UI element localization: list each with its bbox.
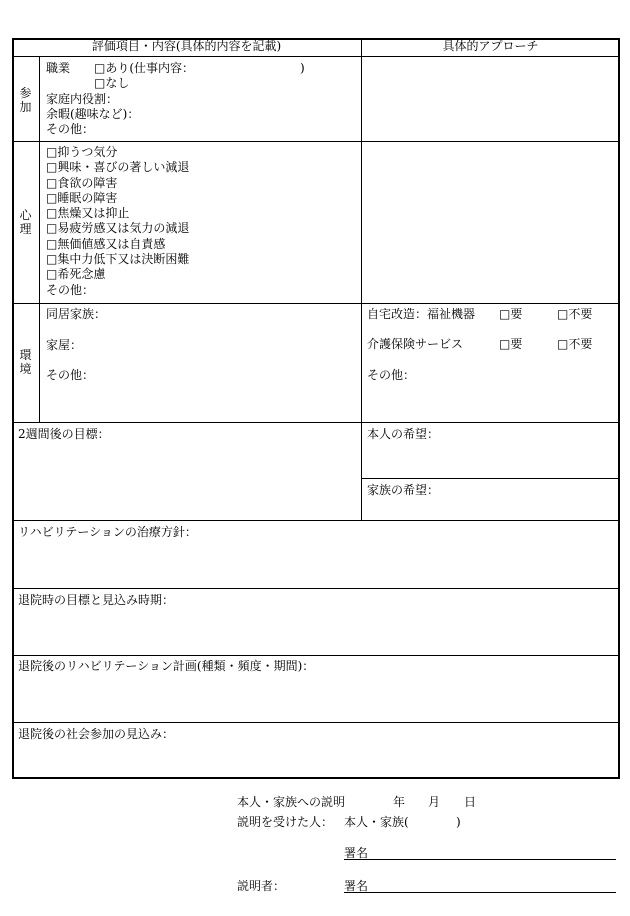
receiver-close: )	[456, 815, 461, 829]
approach-other-field: その他：	[367, 368, 416, 382]
care-service-label: 介護保険サービス	[367, 337, 464, 351]
rehab-policy-field: リハビリテーションの治療方針：	[18, 525, 197, 539]
home-role-field: 家庭内役割：	[46, 92, 119, 106]
home-mod-need-checkbox[interactable]: □要	[499, 307, 523, 321]
job-no-checkbox[interactable]: □なし	[94, 76, 130, 90]
job-yes-close: )	[300, 61, 305, 75]
self-wish-field: 本人の希望：	[367, 427, 440, 441]
explainer-label: 説明者：	[237, 879, 286, 893]
month-label: 月	[428, 795, 441, 809]
psych-item[interactable]: □焦燥又は抑止	[46, 206, 130, 221]
two-week-goal-field: 2週間後の目標：	[18, 427, 110, 441]
family-field: 同居家族：	[46, 307, 107, 321]
year-label: 年	[393, 795, 406, 809]
psych-item[interactable]: □無価値感又は自責感	[46, 236, 166, 251]
explanation-label: 本人・家族への説明	[237, 795, 346, 809]
care-need-checkbox[interactable]: □要	[499, 337, 523, 351]
header-evaluation: 評価項目・内容(具体的内容を記載)	[91, 39, 282, 53]
receiver-signature-line[interactable]	[344, 845, 616, 860]
home-mod-noneed-checkbox[interactable]: □不要	[557, 307, 593, 321]
social-participation-field: 退院後の社会参加の見込み：	[18, 727, 175, 741]
category-psychology: 心理	[19, 208, 32, 236]
receiver-signature-label: 署名	[344, 846, 369, 860]
psychology-list	[46, 145, 189, 298]
day-label: 日	[464, 795, 477, 809]
environment-other-field: その他：	[46, 368, 95, 382]
explainer-signature-line[interactable]	[344, 878, 616, 893]
family-wish-field: 家族の希望：	[367, 483, 440, 497]
explainer-signature-label: 署名	[344, 879, 369, 893]
psych-item[interactable]: □興味・喜びの著しい減退	[46, 160, 190, 175]
job-label: 職業	[46, 61, 71, 75]
header-approach: 具体的アプローチ	[442, 39, 539, 53]
psych-item[interactable]: □希死念慮	[46, 267, 106, 282]
receiver-value: 本人・家族(	[344, 815, 409, 829]
psych-item[interactable]: □抑うつ気分	[46, 145, 118, 159]
receiver-label: 説明を受けた人：	[237, 815, 334, 829]
psych-item[interactable]: □睡眠の障害	[46, 190, 118, 205]
job-yes-checkbox[interactable]: □あり(仕事内容：	[94, 61, 195, 75]
participation-other-field: その他：	[46, 122, 95, 136]
leisure-field: 余暇(趣味など)：	[46, 107, 140, 121]
care-noneed-checkbox[interactable]: □不要	[557, 337, 593, 351]
psych-item[interactable]: □食欲の障害	[46, 175, 118, 190]
house-field: 家屋：	[46, 338, 83, 352]
category-environment: 環境	[19, 348, 32, 376]
psych-other: その他：	[46, 282, 95, 297]
home-mod-label: 自宅改造：福祉機器	[367, 307, 476, 321]
post-discharge-plan-field: 退院後のリハビリテーション計画(種類・頻度・期間)：	[18, 659, 315, 673]
psych-item[interactable]: □集中力低下又は決断困難	[46, 252, 190, 267]
discharge-goal-field: 退院時の目標と見込み時期：	[18, 593, 175, 607]
psych-item[interactable]: □易疲労感又は気力の減退	[46, 221, 190, 236]
category-participation: 参加	[19, 86, 32, 114]
